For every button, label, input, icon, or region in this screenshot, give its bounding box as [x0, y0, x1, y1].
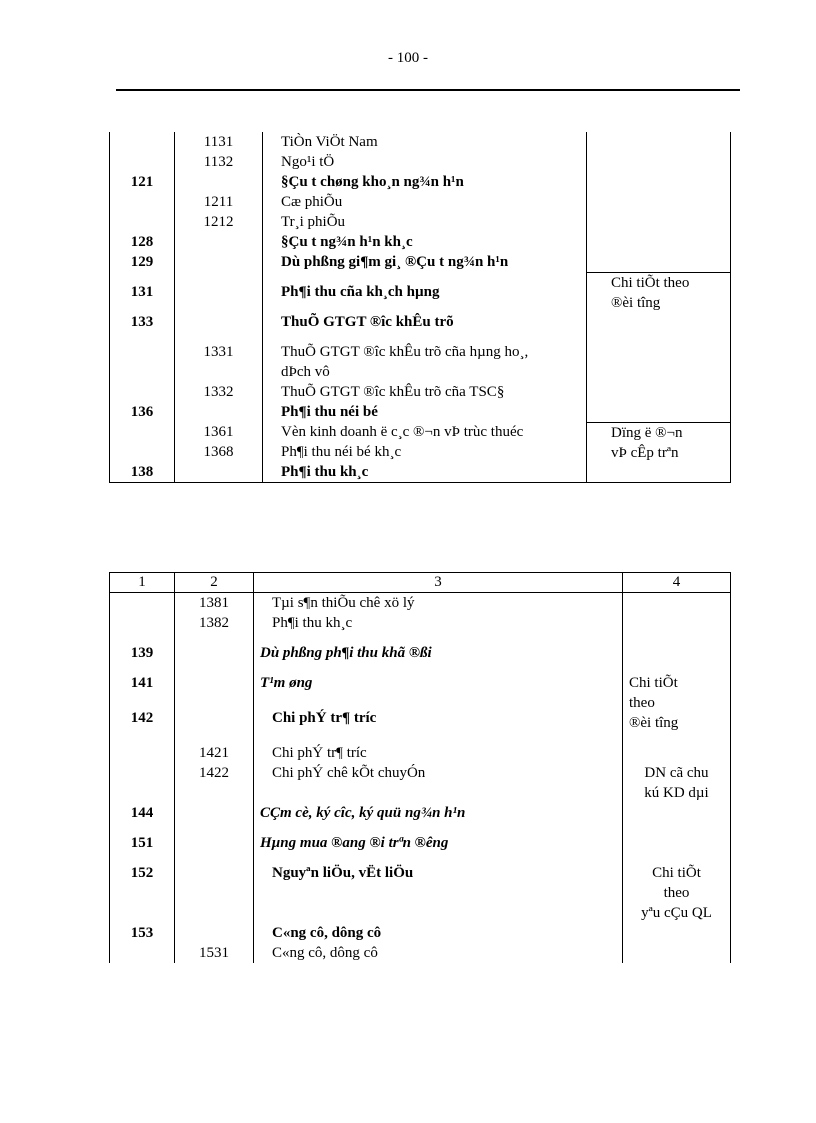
account-code-l2	[175, 402, 263, 422]
account-code-l1: 133	[130, 314, 154, 330]
account-code-l2: 1132	[175, 152, 263, 172]
account-code-l1: 131	[130, 284, 154, 300]
account-code-l1	[110, 382, 175, 402]
account-code-l1	[110, 613, 175, 633]
account-code-l1	[110, 422, 175, 442]
account-code-l1	[110, 593, 175, 614]
account-code-l2: 1381	[175, 593, 254, 614]
account-name: C«ng cô, dông cô	[254, 883, 623, 943]
account-code-l1	[110, 192, 175, 212]
note-text: vÞ cÊp trªn	[611, 444, 679, 461]
account-code-l1: 152	[130, 865, 154, 881]
account-code-l2: 1332	[175, 382, 263, 402]
account-name: Vèn kinh doanh ë c¸c ®¬n vÞ trùc thuéc	[263, 422, 587, 442]
note-cell	[587, 272, 731, 422]
account-code-l2: 1421	[175, 733, 254, 763]
account-name: Ph¶i thu néi bé	[263, 402, 587, 422]
account-name: Tr¸i phiÕu	[263, 212, 587, 232]
account-name: Chi phÝ chê kÕt chuyÓn	[254, 763, 623, 783]
account-code-l2	[175, 252, 263, 272]
column-header: 4	[623, 573, 731, 593]
account-code-l1	[110, 763, 175, 783]
note-text: ®èi tîng	[629, 715, 679, 731]
account-name: Dù phßng ph¶i thu khã ®ßi	[254, 633, 623, 663]
account-code-l1: 153	[130, 925, 154, 941]
account-code-l1	[110, 733, 175, 763]
account-name: §Çu t chøng kho¸n ng¾n h¹n	[263, 172, 587, 192]
account-code-l1	[110, 132, 175, 152]
account-code-l1	[110, 442, 175, 462]
note-text: ®èi tîng	[611, 294, 661, 311]
account-code-l1: 129	[130, 254, 154, 270]
account-code-l1: 139	[130, 645, 154, 661]
account-name: Cæ phiÕu	[263, 192, 587, 212]
account-code-l1: 128	[130, 234, 154, 250]
account-code-l2	[175, 172, 263, 192]
account-code-l2: 1368	[175, 442, 263, 462]
note-cell	[623, 823, 731, 853]
table-row	[110, 272, 731, 302]
account-name: CÇm cè, ký cîc, ký quü ng¾n h¹n	[254, 783, 623, 823]
account-name: Chi phÝ tr¶ tríc	[254, 733, 623, 763]
account-name: T¹m øng	[254, 663, 623, 698]
note-text: Chi tiÕt theo	[611, 274, 690, 291]
table-row	[110, 763, 731, 783]
account-code-l2	[175, 698, 254, 733]
account-name: Chi phÝ tr¶ tríc	[254, 698, 623, 733]
account-name: ThuÕ GTGT ®îc khÊu trõ	[263, 302, 587, 332]
account-name-line1: ThuÕ GTGT ®îc khÊu trõ cña hµng ho¸,	[281, 344, 529, 360]
account-code-l1	[110, 152, 175, 172]
account-code-l1: 121	[130, 174, 154, 190]
account-code-l2	[175, 232, 263, 252]
account-code-l1: 151	[130, 835, 154, 851]
page-number: - 100 -	[388, 50, 428, 66]
account-name: Nguyªn liÖu, vËt liÖu	[254, 853, 623, 883]
account-name: Hµng mua ®ang ®i trªn ®êng	[254, 823, 623, 853]
account-code-l2: 1382	[175, 613, 254, 633]
account-code-l1	[110, 332, 175, 382]
account-name: Ngo¹i tÖ	[263, 152, 587, 172]
note-text: theo	[629, 695, 655, 711]
account-code-l2	[175, 462, 263, 483]
account-code-l2	[175, 783, 254, 823]
account-code-l2: 1211	[175, 192, 263, 212]
note-cell	[623, 763, 731, 823]
account-name: Tµi s¶n thiÕu chê xö lý	[254, 593, 623, 614]
note-text: DN cã chu	[644, 765, 709, 781]
account-name: Ph¶i thu kh¸c	[254, 613, 623, 633]
note-text: Chi tiÕt	[629, 675, 678, 691]
account-name: Ph¶i thu kh¸c	[263, 462, 587, 483]
table-row	[110, 823, 731, 853]
column-header: 3	[254, 573, 623, 593]
note-cell	[623, 593, 731, 664]
account-code-l1	[110, 943, 175, 963]
account-code-l1: 141	[130, 675, 154, 691]
account-code-l2	[175, 633, 254, 663]
account-name: Ph¶i thu cña kh¸ch hµng	[263, 272, 587, 302]
account-code-l2: 1331	[175, 332, 263, 382]
note-cell	[587, 422, 731, 483]
table-row	[110, 593, 731, 614]
account-name: TiÒn ViÖt Nam	[263, 132, 587, 152]
header-rule	[116, 89, 740, 91]
column-header: 2	[175, 573, 254, 593]
note-text: Dïng ë ®¬n	[611, 424, 683, 441]
account-name: C«ng cô, dông cô	[254, 943, 623, 963]
table-row	[110, 132, 731, 152]
account-code-l1: 142	[130, 710, 154, 726]
column-header: 1	[110, 573, 175, 593]
account-code-l2: 1361	[175, 422, 263, 442]
note-cell	[587, 132, 731, 272]
account-code-l1: 144	[130, 805, 154, 821]
note-text: Chi tiÕt	[652, 865, 701, 881]
account-code-l2	[175, 272, 263, 302]
table-row	[110, 853, 731, 883]
note-text: theo	[663, 885, 690, 901]
account-table-continued	[109, 132, 731, 483]
account-name: Ph¶i thu néi bé kh¸c	[263, 442, 587, 462]
note-cell	[623, 663, 731, 733]
note-cell	[623, 853, 731, 943]
table-row	[110, 733, 731, 763]
account-code-l1: 138	[130, 464, 154, 480]
table-header-row	[110, 573, 731, 593]
account-code-l2: 1422	[175, 763, 254, 783]
account-code-l1: 136	[130, 404, 154, 420]
account-code-l2: 1531	[175, 943, 254, 963]
table-row	[110, 663, 731, 698]
note-cell	[623, 943, 731, 963]
account-table	[109, 572, 731, 963]
note-text: yªu cÇu QL	[641, 905, 712, 921]
table-row	[110, 943, 731, 963]
account-code-l2	[175, 823, 254, 853]
account-code-l1	[110, 212, 175, 232]
account-name-line2: dÞch vô	[281, 364, 330, 380]
account-code-l2	[175, 663, 254, 698]
account-name: ThuÕ GTGT ®îc khÊu trõ cña TSC§	[263, 382, 587, 402]
account-name: Dù phßng gi¶m gi¸ ®Çu t ng¾n h¹n	[263, 252, 587, 272]
note-text: kú KD dµi	[644, 785, 709, 801]
account-code-l2: 1212	[175, 212, 263, 232]
account-code-l2: 1131	[175, 132, 263, 152]
account-code-l2	[175, 883, 254, 943]
account-name: §Çu t ng¾n h¹n kh¸c	[263, 232, 587, 252]
account-code-l2	[175, 302, 263, 332]
account-code-l2	[175, 853, 254, 883]
table-row	[110, 422, 731, 442]
account-name	[263, 332, 587, 382]
note-cell	[623, 733, 731, 763]
